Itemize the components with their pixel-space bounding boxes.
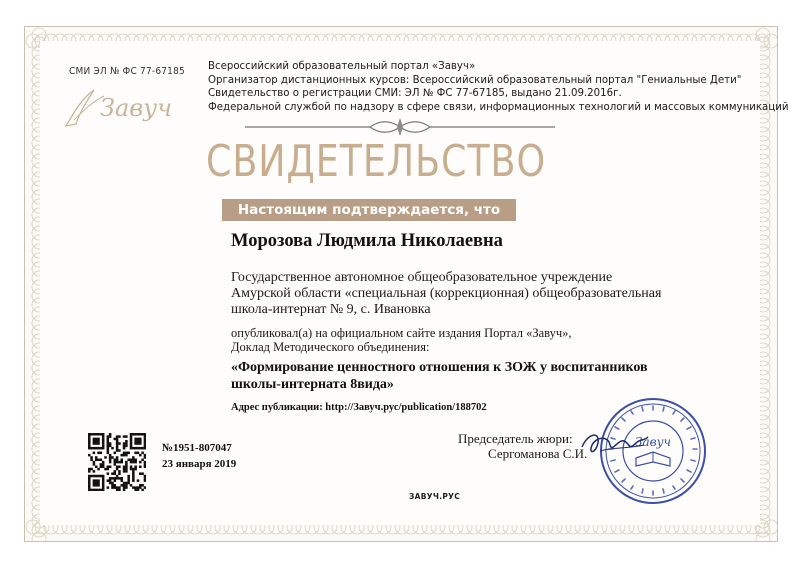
qr-code	[88, 433, 146, 491]
certificate-number: №1951-807047	[162, 442, 232, 454]
confirm-banner: Настоящим подтверждается, что	[222, 199, 516, 221]
certificate-details	[162, 440, 236, 472]
ornament-divider	[240, 116, 560, 138]
registration-number: СМИ ЭЛ № ФС 77-67185	[69, 66, 185, 77]
publication-statement	[231, 326, 572, 354]
work-title: «Формирование ценностного отношения к ЗОЖ у воспитанников школы-интерната 8вида»	[231, 360, 648, 392]
published-line: опубликовал(а) на официальном сайте издания Портал «Завуч»,	[231, 326, 572, 340]
header-line-portal: Всероссийский образовательный портал «Завуч»	[208, 61, 476, 72]
zavuch-logo	[60, 82, 190, 130]
header-info	[208, 60, 788, 114]
recipient-name: Морозова Людмила Николаевна	[231, 231, 503, 251]
chair-title: Председатель жюри:	[458, 431, 573, 446]
work-type-line: Доклад Методического объединения:	[231, 340, 430, 354]
stamp-logo-text: Завуч	[634, 435, 672, 449]
chair-name: Сергоманова С.И.	[488, 446, 588, 461]
header-line-registration: Свидетельство о регистрации СМИ: ЭЛ № ФС 77-67185, выдано 21.09.2016г.	[208, 88, 622, 99]
certificate-title: СВИДЕТЕЛЬСТВО	[206, 136, 547, 187]
issue-date: 23 января 2019	[162, 458, 237, 470]
jury-chair	[458, 431, 587, 461]
logo-wordmark: Завуч	[100, 94, 173, 122]
header-line-organizer: Организатор дистанционных курсов: Всероссийский образовательный портал "Гениальные Дети"	[208, 74, 742, 86]
header-line-authority: Федеральной службой по надзору в сфере связи, информационных технологий и массовых коммуникаций	[208, 101, 789, 113]
site-footer: ЗАВУЧ.РУС	[409, 492, 461, 501]
chair-signature	[578, 425, 652, 461]
organization-name: Государственное автономное общеобразовательное учреждение Амурской области «специальная (коррекционная) общеобразовательная школа-интернат № 9, с. Ивановка	[231, 270, 662, 317]
publication-address: Адрес публикации: http://Завуч.рус/publication/188702	[231, 402, 487, 413]
